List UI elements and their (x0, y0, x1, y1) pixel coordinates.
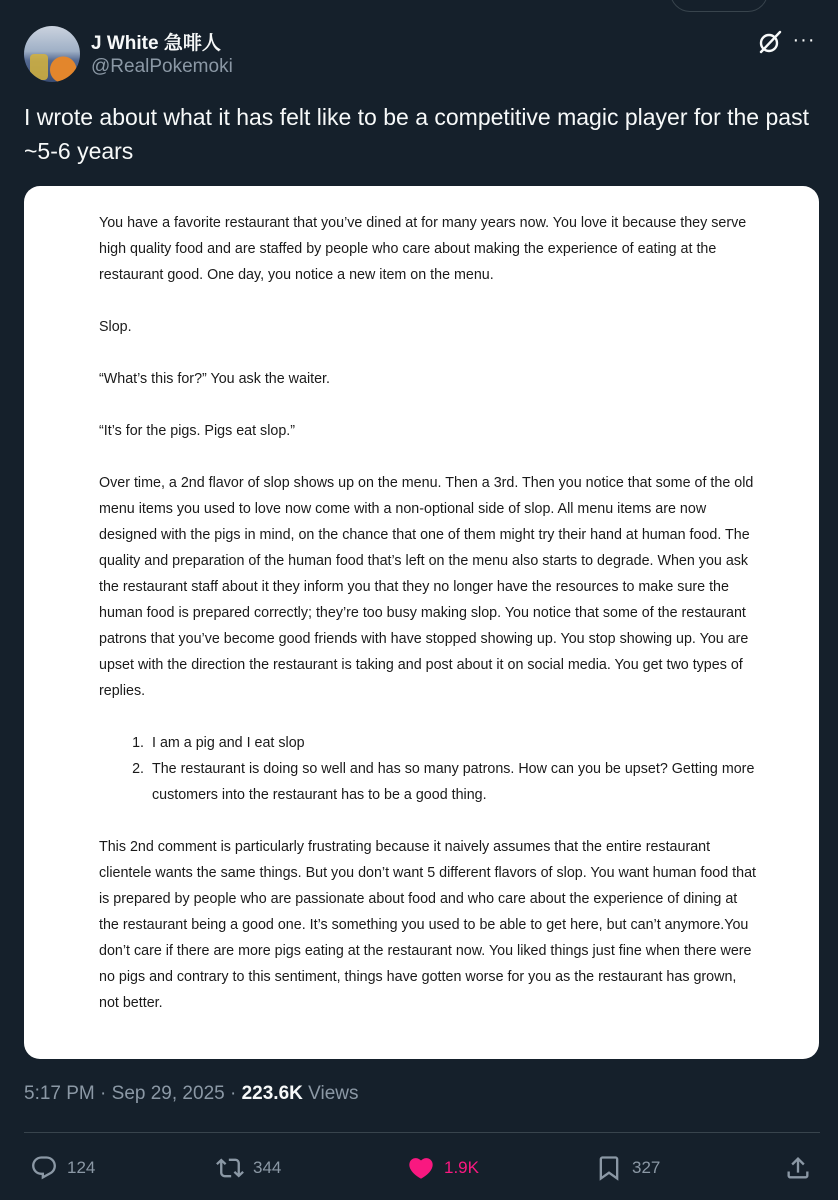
reply-button[interactable] (30, 1150, 95, 1186)
meta-separator: · (229, 1083, 237, 1104)
tweet-meta (24, 1083, 359, 1105)
tweet-text: I wrote about what it has felt like to be a competitive magic player for the past ~5-6 years (24, 104, 809, 164)
doc-list (99, 730, 759, 808)
action-bar (0, 1150, 838, 1186)
bookmark-count: 327 (632, 1158, 661, 1177)
like-button[interactable] (407, 1150, 479, 1186)
attached-image[interactable] (24, 186, 819, 1059)
views-count: 223.6K (241, 1083, 303, 1104)
tweet-time[interactable]: 5:17 PM (24, 1083, 95, 1104)
bookmark-button[interactable] (595, 1150, 660, 1186)
image-document (99, 210, 759, 1042)
avatar[interactable] (24, 26, 80, 82)
divider (24, 1132, 820, 1133)
reply-icon (30, 1154, 58, 1182)
repost-button[interactable] (216, 1150, 281, 1186)
reply-count: 124 (67, 1158, 96, 1177)
grok-icon[interactable] (757, 29, 783, 55)
author-handle[interactable]: @RealPokemoki (91, 56, 233, 77)
meta-separator: · (100, 1083, 107, 1104)
like-icon (407, 1154, 435, 1182)
doc-paragraph: Over time, a 2nd flavor of slop shows up on the menu. Then a 3rd. Then you notice that some of the old menu items you used to love now come with a non-optional side of slop. All menu items are now designed with the pigs in mind, on the chance that one of them might try their hand at human food. The quality and preparation of the human food that’s left on the menu also starts to degrade. When you ask the restaurant staff about it they inform you that they no longer have the resources to make sure the human food is prepared correctly; they’re too busy making slop. You notice that some of the restaurant patrons that you’ve become good friends with have stopped showing up. You stop showing up. You are upset with the direction the restaurant is taking and post about it on social media. You get two types of replies. (99, 475, 754, 699)
like-count: 1.9K (444, 1158, 479, 1177)
doc-paragraph: “It’s for the pigs. Pigs eat slop.” (99, 423, 296, 439)
doc-paragraph: This 2nd comment is particularly frustrating because it naively assumes that the entire restaurant clientele wants the same things. But you don’t want 5 different flavors of slop. You want human food that is prepared by people who are passionate about food and who care about the experience of dining at the restaurant being a good one. It’s something you used to be able to get here, but can’t anymore.You don’t care if there are more pigs eating at the restaurant now. You liked things just fine when there were no pigs and contrary to this sentiment, things have gotten worse for you as the restaurant has grown, not better. (99, 839, 757, 1011)
author-name[interactable]: J White 急啡人 (91, 33, 221, 54)
more-icon[interactable]: ··· (792, 29, 816, 51)
doc-paragraph: “What’s this for?” You ask the waiter. (99, 371, 330, 387)
tweet-date[interactable]: Sep 29, 2025 (111, 1083, 225, 1104)
repost-count: 344 (253, 1158, 282, 1177)
tweet-header (24, 26, 824, 82)
repost-icon (216, 1154, 244, 1182)
top-button-pill[interactable] (670, 0, 768, 12)
views-label: Views (308, 1083, 359, 1104)
doc-paragraph: Slop. (99, 319, 132, 335)
bookmark-icon (595, 1154, 623, 1182)
doc-paragraph: You have a favorite restaurant that you’ve dined at for many years now. You love it because they serve high quality food and are staffed by people who care about making the experience of eating at the restaurant good. One day, you notice a new item on the menu. (99, 215, 747, 283)
doc-list-item: 2. The restaurant is doing so well and has so many patrons. How can you be upset? Getting more customers into the restaurant has to be a good thing. (148, 756, 759, 808)
share-icon (784, 1154, 812, 1182)
doc-list-item: 1. I am a pig and I eat slop (148, 730, 759, 756)
share-button[interactable] (784, 1150, 812, 1186)
